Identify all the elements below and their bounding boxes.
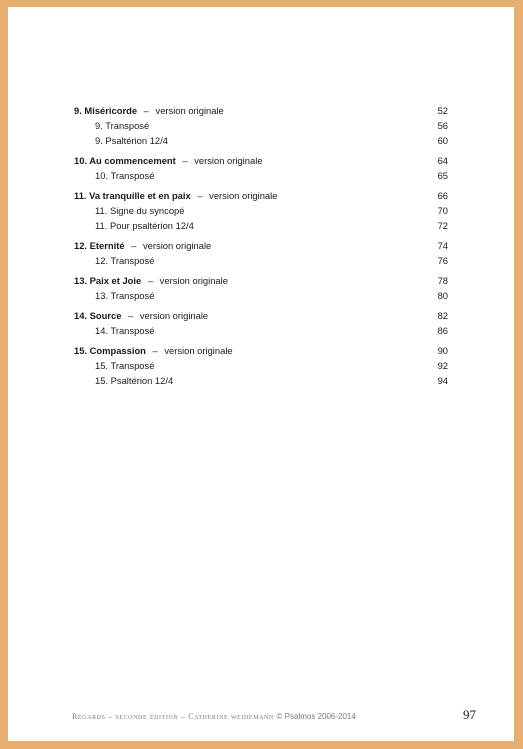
toc-entry-page: 64 [437, 155, 448, 166]
toc-subentry-label: 14. Transposé [95, 325, 155, 336]
toc-subentry-page: 70 [437, 205, 448, 216]
toc-subentry-page: 65 [437, 170, 448, 181]
toc-subentry-label: 15. Transposé [95, 360, 155, 371]
toc-subentry-page: 56 [437, 120, 448, 131]
footer-separator: – [108, 712, 113, 721]
toc-subentry[interactable] [74, 218, 448, 233]
toc-entry-version: version originale [164, 345, 233, 356]
toc-subentry[interactable] [74, 253, 448, 268]
footer-edition: seconde édition [115, 712, 179, 721]
toc-entry-label [74, 238, 211, 253]
table-of-contents [74, 103, 448, 393]
page-footer [72, 712, 472, 728]
toc-entry-label [74, 308, 208, 323]
toc-group [74, 103, 448, 148]
toc-subentry-label: 13. Transposé [95, 290, 155, 301]
toc-entry-version: version originale [209, 190, 278, 201]
toc-subentry[interactable] [74, 358, 448, 373]
toc-entry-label [74, 188, 277, 203]
toc-entry-page: 78 [437, 275, 448, 286]
footer-book-title: Regards [72, 712, 106, 721]
toc-entry-version: version originale [155, 105, 224, 116]
toc-subentry[interactable] [74, 373, 448, 388]
toc-subentry-page: 76 [437, 255, 448, 266]
toc-subentry-page: 80 [437, 290, 448, 301]
toc-entry-title: 11. Va tranquille et en paix [74, 190, 191, 201]
toc-subentry[interactable] [74, 133, 448, 148]
toc-group [74, 343, 448, 388]
toc-entry-version: version originale [194, 155, 263, 166]
toc-entry[interactable] [74, 308, 448, 323]
toc-subentry[interactable] [74, 118, 448, 133]
toc-group [74, 188, 448, 233]
toc-entry[interactable] [74, 238, 448, 253]
toc-group [74, 238, 448, 268]
toc-group [74, 273, 448, 303]
toc-entry-separator: – [147, 275, 154, 286]
toc-entry[interactable] [74, 188, 448, 203]
toc-group [74, 308, 448, 338]
toc-subentry-page: 72 [437, 220, 448, 231]
toc-entry-version: version originale [159, 275, 228, 286]
toc-entry-title: 13. Paix et Joie [74, 275, 142, 286]
toc-entry[interactable] [74, 343, 448, 358]
toc-entry-separator: – [131, 240, 137, 251]
toc-subentry[interactable] [74, 203, 448, 218]
toc-subentry-label: 12. Transposé [95, 255, 155, 266]
toc-entry-separator: – [197, 190, 203, 201]
toc-subentry[interactable] [74, 168, 448, 183]
toc-entry-label [74, 343, 233, 358]
footer-separator: – [180, 712, 186, 721]
toc-entry-separator: – [143, 105, 149, 116]
toc-entry-label [74, 103, 224, 118]
toc-entry-page: 52 [437, 105, 448, 116]
toc-entry-label [74, 273, 228, 288]
toc-entry-title: 14. Source [74, 310, 122, 321]
page-number: 97 [463, 707, 476, 722]
toc-subentry-page: 94 [437, 375, 448, 386]
toc-subentry[interactable] [74, 288, 448, 303]
toc-entry-separator: – [128, 310, 134, 321]
toc-entry-version: version originale [139, 310, 209, 321]
toc-entry-label [74, 153, 263, 168]
toc-entry-version: version originale [142, 240, 212, 251]
footer-copyright: © Psalmos 2006-2014 [276, 712, 356, 721]
toc-subentry[interactable] [74, 323, 448, 338]
toc-entry-page: 82 [437, 310, 448, 321]
toc-entry[interactable] [74, 273, 448, 288]
toc-subentry-label: 9. Transposé [95, 120, 150, 131]
toc-subentry-page: 86 [437, 325, 448, 336]
toc-entry-separator: – [152, 345, 158, 356]
toc-entry-separator: – [182, 155, 188, 166]
toc-group [74, 153, 448, 183]
toc-entry-title: 10. Au commencement [74, 155, 176, 166]
toc-entry-title: 12. Eternité [74, 240, 125, 251]
toc-entry-page: 74 [437, 240, 448, 251]
toc-subentry-label: 11. Pour psaltérion 12/4 [95, 220, 194, 231]
toc-entry-title: 9. Miséricorde [74, 105, 138, 116]
toc-subentry-label: 9. Psaltérion 12/4 [95, 135, 168, 146]
toc-subentry-page: 60 [437, 135, 448, 146]
page [8, 7, 514, 741]
toc-entry-page: 90 [437, 345, 448, 356]
toc-entry-page: 66 [437, 190, 448, 201]
toc-entry[interactable] [74, 153, 448, 168]
toc-entry[interactable] [74, 103, 448, 118]
toc-subentry-page: 92 [437, 360, 448, 371]
toc-subentry-label: 10. Transposé [95, 170, 155, 181]
toc-subentry-label: 11. Signe du syncopé [95, 205, 185, 216]
toc-subentry-label: 15. Psaltérion 12/4 [95, 375, 174, 386]
toc-entry-title: 15. Compassion [74, 345, 146, 356]
footer-author: Catherine weidemann [188, 712, 274, 721]
